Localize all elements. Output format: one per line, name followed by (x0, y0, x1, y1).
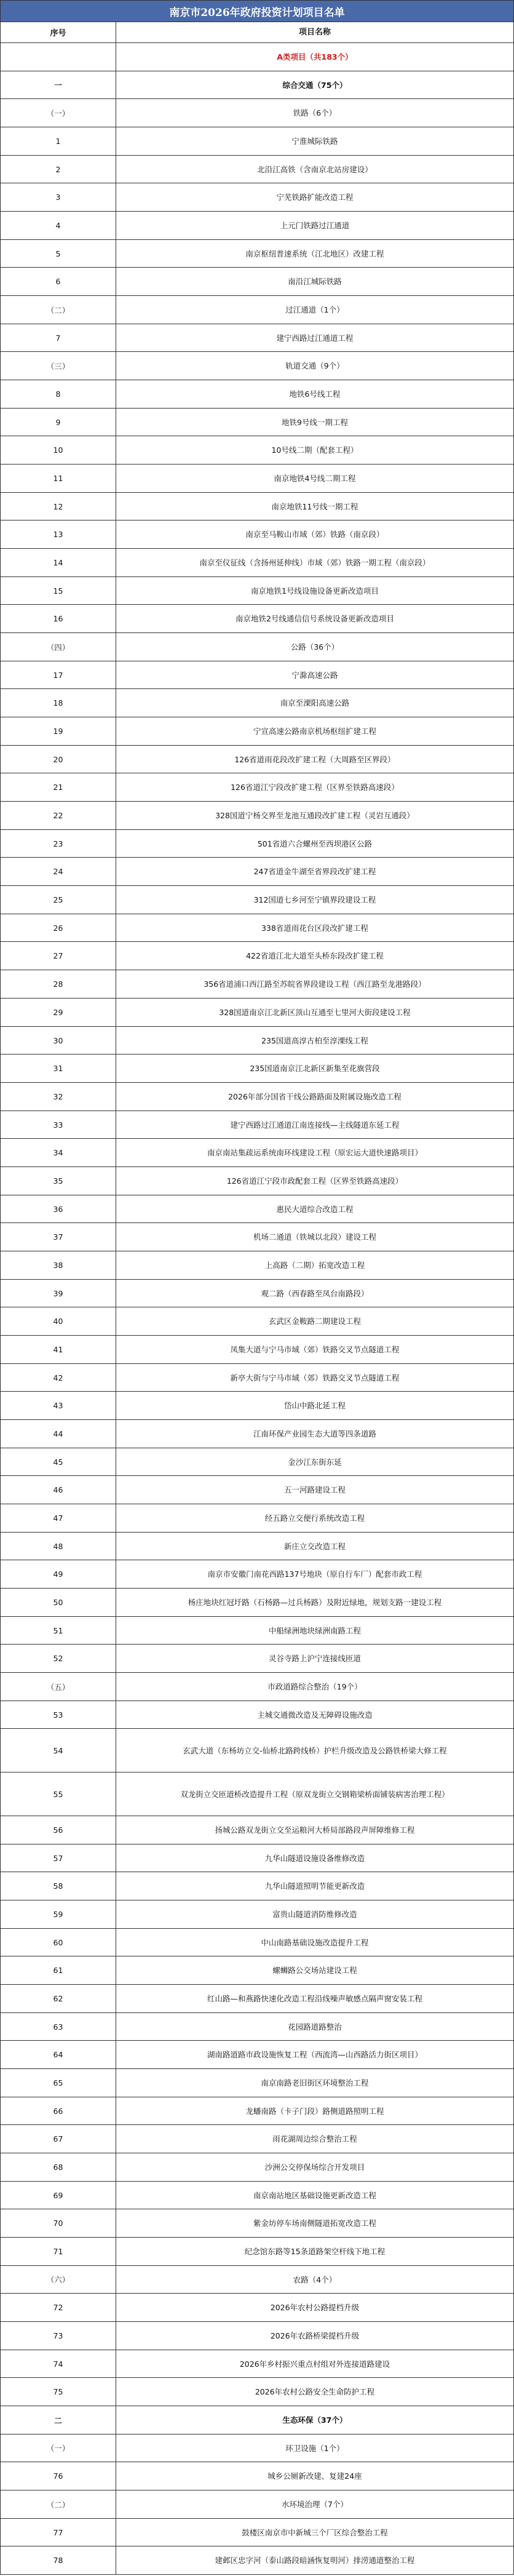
row-number: 51 (1, 1617, 116, 1644)
project-name: 玄武区金鞍路二期建设工程 (268, 1317, 361, 1326)
subgroup-row (0, 2266, 514, 2294)
row-number: 18 (1, 689, 116, 717)
project-name: A类项目（共183个） (277, 52, 353, 62)
project-name: 南京南路老旧街区环境整治工程 (261, 2078, 369, 2088)
table-row (0, 1589, 514, 1617)
project-name: 新庄立交改造工程 (283, 1541, 346, 1551)
row-number: 42 (1, 1364, 116, 1391)
row-number: （三） (1, 352, 116, 380)
project-name: 机场二通道（铁城以北段）建设工程 (253, 1232, 376, 1242)
table-row (0, 2546, 514, 2575)
table-row (0, 2294, 514, 2322)
row-number: 55 (1, 1772, 116, 1816)
project-name: 经五路立交便行系统改造工程 (264, 1513, 365, 1523)
table-header-row (0, 22, 514, 43)
table-row (0, 1645, 514, 1673)
table-row (0, 1560, 514, 1589)
row-number: 26 (1, 914, 116, 941)
row-number: 71 (1, 2238, 116, 2265)
project-name: 水环境治理（7个） (282, 2500, 348, 2509)
row-number: 75 (1, 2378, 116, 2406)
project-name: 126省道江宁段改扩建工程（区界至铁路高速段） (231, 783, 399, 792)
row-number: 44 (1, 1420, 116, 1448)
project-name: 市政道路综合整治（19个） (267, 1682, 362, 1691)
project-name: 126省道雨花段改扩建工程（大周路至区界段） (234, 754, 395, 764)
project-name: 356省道浦口西江路至苏皖省界段建设工程（西江路至龙港路段） (204, 979, 426, 989)
row-number: 10 (1, 436, 116, 464)
table-row (0, 1167, 514, 1195)
project-name: 247省道金牛湖至省界段改扩建工程 (253, 867, 376, 876)
row-number: （六） (1, 2266, 116, 2293)
project-name: 312国道七乡河至宁镇界段建设工程 (253, 895, 376, 904)
project-name: 金沙江东街东延 (288, 1457, 342, 1467)
row-number: 35 (1, 1167, 116, 1195)
row-number: 52 (1, 1645, 116, 1672)
table-row (0, 1055, 514, 1083)
project-name: 综合交通（75个） (282, 80, 347, 90)
project-name: 北沿江高铁（含南京北站房建设） (257, 164, 373, 174)
project-name: 中船绿洲地块绿洲南路工程 (268, 1625, 361, 1635)
header-name: 项目名称 (298, 28, 331, 37)
row-number: 24 (1, 858, 116, 885)
project-name: 2026年农村公路安全生命防护工程 (255, 2387, 375, 2396)
row-number: 7 (1, 324, 116, 351)
row-number: （二） (1, 2490, 116, 2518)
table-row (0, 2462, 514, 2490)
row-number: 70 (1, 2209, 116, 2237)
table-row (0, 268, 514, 296)
project-name: 422省道江北大道至头桥东段改扩建工程 (246, 951, 384, 960)
table-row (0, 1364, 514, 1392)
project-name: 建邺区忠字河（泰山路段暗涵恢复明河）排涝通道整治工程 (215, 2556, 415, 2565)
row-number: 16 (1, 605, 116, 632)
project-name: 纪念馆东路等15条道路架空杆线下地工程 (244, 2247, 386, 2256)
project-name: 宁宣高速公路南京机场枢纽扩建工程 (253, 727, 376, 736)
table-row (0, 2350, 514, 2378)
project-name: 扬城公路双龙街立交至运粮河大桥局部路段声屏障维修工程 (215, 1825, 415, 1835)
table-row (0, 2153, 514, 2182)
project-name: 南京地铁2号线通信信号系统设备更新改造项目 (235, 614, 394, 623)
table-row (0, 2097, 514, 2125)
subgroup-row (0, 2490, 514, 2519)
project-name: 南京地铁1号线设施设备更新改造项目 (251, 586, 379, 596)
row-number: 69 (1, 2182, 116, 2209)
project-name: 雨花湖周边综合整治工程 (272, 2134, 357, 2143)
row-number: （一） (1, 99, 116, 127)
project-name: 建宁西路过江通道江南连接线—主线隧道东延工程 (230, 1120, 400, 1130)
table-row (0, 240, 514, 268)
row-number: 27 (1, 942, 116, 970)
row-number: （四） (1, 633, 116, 661)
table-row (0, 830, 514, 858)
table-row (0, 999, 514, 1027)
table-row (0, 1476, 514, 1504)
row-number: 56 (1, 1816, 116, 1844)
row-number: 63 (1, 2013, 116, 2040)
row-number: 4 (1, 212, 116, 239)
row-number: 76 (1, 2462, 116, 2490)
table-row (0, 2182, 514, 2209)
project-name: 2026年农村公路提档升级 (270, 2303, 360, 2312)
project-name: 南京枢纽普速系统（江北地区）改建工程 (245, 249, 384, 258)
project-name: 过江通道（1个） (285, 305, 344, 314)
project-name: 338省道雨花台区段改扩建工程 (261, 923, 368, 933)
project-name: 南京至溧阳高速公路 (280, 698, 350, 708)
project-name: 红山路—和燕路快速化改造工程沿线噪声敏感点隔声窗安装工程 (207, 1994, 422, 2003)
table-row (0, 605, 514, 633)
row-number: 74 (1, 2350, 116, 2377)
project-name: 501省道六合螺州至西坝港区公路 (257, 839, 373, 848)
project-name: 九华山隧道设施设备维修改造 (264, 1853, 365, 1863)
table-row (0, 1223, 514, 1251)
table-row (0, 1816, 514, 1844)
row-number: 11 (1, 465, 116, 492)
project-name: 农路（4个） (293, 2275, 337, 2284)
project-name: 惠民大道综合改造工程 (276, 1204, 354, 1214)
row-number: 17 (1, 661, 116, 688)
row-number: 23 (1, 830, 116, 857)
table-row (0, 1448, 514, 1476)
row-number: （二） (1, 296, 116, 324)
row-number: 二 (1, 2406, 116, 2434)
row-number: 47 (1, 1504, 116, 1532)
row-number: 38 (1, 1251, 116, 1279)
row-number: 一 (1, 71, 116, 98)
project-name: 环卫设施（1个） (285, 2443, 344, 2453)
row-number: 14 (1, 549, 116, 576)
table-row (0, 970, 514, 999)
table-row (0, 773, 514, 802)
row-number: 28 (1, 970, 116, 998)
project-name: 生态环保（37个） (282, 2415, 347, 2425)
project-name: 双龙街立交匝道桥改造提升工程（原双龙街立交钢箱梁桥面铺装病害治理工程） (180, 1789, 449, 1799)
project-name: 南京地铁4号线二期工程 (274, 474, 356, 483)
table-row (0, 661, 514, 689)
row-number: 57 (1, 1844, 116, 1872)
row-number: 31 (1, 1055, 116, 1082)
row-number: 40 (1, 1307, 116, 1335)
row-number: 49 (1, 1560, 116, 1588)
project-name: 235国道高淳古柏至淳溧线工程 (261, 1035, 368, 1045)
project-name: 南京市安徽门南花西路137号地块（原自行车厂）配套市政工程 (207, 1569, 422, 1579)
row-number: 13 (1, 520, 116, 548)
project-name: 中山南路基础设施改造提升工程 (261, 1937, 369, 1947)
row-number: 59 (1, 1900, 116, 1928)
project-name: 地铁9号线一期工程 (282, 417, 348, 427)
table-row (0, 1985, 514, 2013)
table-row (0, 324, 514, 352)
row-number: 36 (1, 1195, 116, 1222)
row-number: 66 (1, 2097, 116, 2124)
project-name: 328国道南京江北新区顶山互通至七里河大街段建设工程 (219, 1008, 411, 1017)
project-name: 玄武大道（东杨坊立交-仙桥北路跨线桥）护栏升级改造及公路铁桥梁大修工程 (183, 1745, 447, 1755)
row-number: 37 (1, 1223, 116, 1251)
row-number: 45 (1, 1448, 116, 1475)
table-row (0, 2125, 514, 2153)
row-number: 65 (1, 2069, 116, 2097)
row-number: 2 (1, 156, 116, 183)
table-row (0, 2322, 514, 2350)
project-name: 上高路（二期）拓宽改造工程 (264, 1261, 365, 1270)
sheet-title: 南京市2026年政府投资计划项目名单 (0, 0, 514, 22)
row-number: 6 (1, 268, 116, 295)
project-name: 10号线二期（配套工程） (271, 445, 358, 455)
table-row (0, 1617, 514, 1645)
row-number: 30 (1, 1027, 116, 1054)
project-name: 新亭大街与宁马市域（郊）铁路交叉节点隧道工程 (230, 1373, 400, 1382)
project-name: 鼓楼区南京市中新城三个厂区综合整治工程 (242, 2527, 388, 2537)
table-row (0, 436, 514, 465)
row-number: 78 (1, 2546, 116, 2574)
table-row (0, 212, 514, 240)
table-row (0, 1027, 514, 1055)
table-row (0, 1701, 514, 1729)
group-row (0, 2406, 514, 2434)
project-name: 岱山中路北延工程 (283, 1401, 346, 1410)
table-row (0, 127, 514, 156)
row-number: 54 (1, 1729, 116, 1772)
table-row (0, 2069, 514, 2097)
project-name: 地铁6号线工程 (289, 389, 341, 399)
project-name: 南京地铁11号线一期工程 (271, 501, 358, 511)
table-row (0, 1336, 514, 1364)
project-name: 宁芜铁路扩能改造工程 (276, 193, 354, 202)
row-number: 72 (1, 2294, 116, 2321)
row-number: 62 (1, 1985, 116, 2012)
table-row (0, 1111, 514, 1139)
subgroup-row (0, 296, 514, 324)
table-row (0, 520, 514, 549)
table-row (0, 1139, 514, 1167)
row-number: 61 (1, 1956, 116, 1984)
subgroup-row (0, 352, 514, 380)
table-row (0, 1504, 514, 1533)
project-name: 328国道宁杨交界至龙池互通段改扩建工程（灵岩互通段） (215, 811, 414, 820)
row-number: 8 (1, 380, 116, 408)
project-name: 126省道江宁段市政配套工程（区界至铁路高速段） (226, 1176, 403, 1186)
row-number: 3 (1, 183, 116, 211)
row-number: 46 (1, 1476, 116, 1504)
table-row (0, 746, 514, 773)
project-name: 上元门铁路过江通道 (280, 221, 350, 230)
project-name: 铁路（6个） (293, 108, 337, 118)
row-number: 19 (1, 717, 116, 745)
table-body (0, 43, 514, 2575)
category-row (0, 43, 514, 71)
table-row (0, 1844, 514, 1872)
table-row (0, 2041, 514, 2069)
table-row (0, 1900, 514, 1929)
project-name: 观二路（西春路至凤台南路段） (261, 1288, 369, 1298)
row-number: 34 (1, 1139, 116, 1166)
row-number: 32 (1, 1083, 116, 1111)
subgroup-row (0, 99, 514, 127)
table-row (0, 2209, 514, 2238)
project-name: 宁淮城际铁路 (291, 137, 338, 146)
project-name: 湖南路道路市政设施恢复工程（西流湾—山西路活力街区项目） (207, 2050, 422, 2059)
table-row (0, 1083, 514, 1111)
table-row (0, 2013, 514, 2041)
table-row (0, 409, 514, 436)
row-number (1, 43, 116, 71)
project-name: 2026年部分国省干线公路路面及附属设施改造工程 (228, 1092, 401, 1101)
project-name: 城乡公厕新改建、复建24座 (267, 2471, 362, 2481)
table-row (0, 2378, 514, 2406)
project-name: 南京至仪征线（含扬州延伸线）市域（郊）铁路一期工程（南京段） (199, 558, 430, 567)
table-row (0, 1929, 514, 1956)
header-no: 序号 (1, 22, 116, 42)
row-number: 29 (1, 999, 116, 1026)
row-number: 22 (1, 802, 116, 829)
table-row (0, 465, 514, 493)
project-name: 轨道交通（9个） (285, 361, 344, 370)
table-row (0, 183, 514, 212)
group-row (0, 71, 514, 99)
project-name: 龙蟠南路（卡子门段）路侧道路照明工程 (245, 2106, 384, 2116)
table-row (0, 577, 514, 605)
table-row (0, 1280, 514, 1307)
project-name: 建宁西路过江通道工程 (276, 333, 354, 343)
row-number: 39 (1, 1280, 116, 1307)
project-name: 南沿江城际铁路 (288, 277, 342, 286)
row-number: （一） (1, 2434, 116, 2462)
row-number: 50 (1, 1589, 116, 1616)
subgroup-row (0, 2434, 514, 2462)
project-name: 235国道南京江北新区新集至花旗营段 (250, 1064, 380, 1073)
table-row (0, 1533, 514, 1560)
project-name: 2026年乡村振兴重点村组对外连接道路建设 (239, 2359, 390, 2369)
row-number: 41 (1, 1336, 116, 1363)
project-name: 南京至马鞍山市域（郊）铁路（南京段） (245, 530, 384, 539)
table-row (0, 156, 514, 183)
project-name: 宁滁高速公路 (291, 670, 338, 680)
table-row (0, 858, 514, 886)
project-name: 南京南站地区基础设施更新改造工程 (253, 2190, 376, 2200)
row-number: 73 (1, 2322, 116, 2350)
project-name: 沙洲公交停保场综合开发项目 (264, 2163, 365, 2172)
project-name: 灵谷寺路上沪宁连接线匝道 (268, 1654, 361, 1663)
project-name: 公路（36个） (290, 642, 339, 652)
table-row (0, 914, 514, 942)
table-row (0, 549, 514, 577)
row-number: （五） (1, 1673, 116, 1701)
row-number: 33 (1, 1111, 116, 1138)
table-row (0, 1420, 514, 1448)
project-name: 主城交通微改造及无障碍设施改造 (257, 1710, 373, 1720)
row-number: 1 (1, 127, 116, 155)
row-number: 43 (1, 1392, 116, 1419)
row-number: 25 (1, 886, 116, 914)
project-name: 紫金坊停车场南侧隧道拓宽改造工程 (253, 2219, 376, 2228)
row-number: 53 (1, 1701, 116, 1728)
project-name: 富贵山隧道消防维修改造 (272, 1910, 357, 1919)
table-row (0, 380, 514, 409)
project-name: 五一河路建设工程 (283, 1485, 346, 1494)
project-name: 螺蛳路公交场站建设工程 (272, 1966, 357, 1975)
table-row (0, 1195, 514, 1223)
row-number: 58 (1, 1872, 116, 1900)
project-name: 江南环保产业园生态大道等四条道路 (253, 1429, 376, 1438)
table-row (0, 1251, 514, 1280)
row-number: 5 (1, 240, 116, 267)
project-name: 九华山隧道照明节能更新改造 (264, 1881, 365, 1891)
table-row (0, 802, 514, 830)
subgroup-row (0, 633, 514, 661)
table-row (0, 886, 514, 914)
project-name: 2026年农路桥梁提档升级 (270, 2331, 360, 2340)
table-row (0, 942, 514, 970)
row-number: 21 (1, 773, 116, 801)
table-row (0, 493, 514, 520)
table-row (0, 1392, 514, 1420)
subgroup-row (0, 1673, 514, 1701)
row-number: 77 (1, 2519, 116, 2546)
row-number: 20 (1, 746, 116, 773)
project-name: 凤集大道与宁马市域（郊）铁路交叉节点隧道工程 (230, 1345, 400, 1354)
table-row (0, 717, 514, 746)
row-number: 60 (1, 1929, 116, 1956)
row-number: 64 (1, 2041, 116, 2068)
row-number: 15 (1, 577, 116, 604)
table-row (0, 2519, 514, 2546)
row-number: 9 (1, 409, 116, 436)
row-number: 67 (1, 2125, 116, 2153)
project-name: 南京南站集疏运系统南环线建设工程（原宏运大道快速路项目） (207, 1148, 422, 1157)
project-name: 花园路道路整治 (288, 2022, 342, 2032)
row-number: 12 (1, 493, 116, 520)
project-name: 杨庄地块红冠圩路（石杨路—过兵杨路）及附近绿地，规划支路一建设工程 (188, 1598, 442, 1607)
table-row (0, 1872, 514, 1900)
table-row (0, 1307, 514, 1336)
table-row (0, 1729, 514, 1772)
row-number: 68 (1, 2153, 116, 2181)
table-row (0, 1956, 514, 1985)
table-row (0, 1772, 514, 1816)
row-number: 48 (1, 1533, 116, 1560)
table-row (0, 2238, 514, 2266)
table-row (0, 689, 514, 717)
